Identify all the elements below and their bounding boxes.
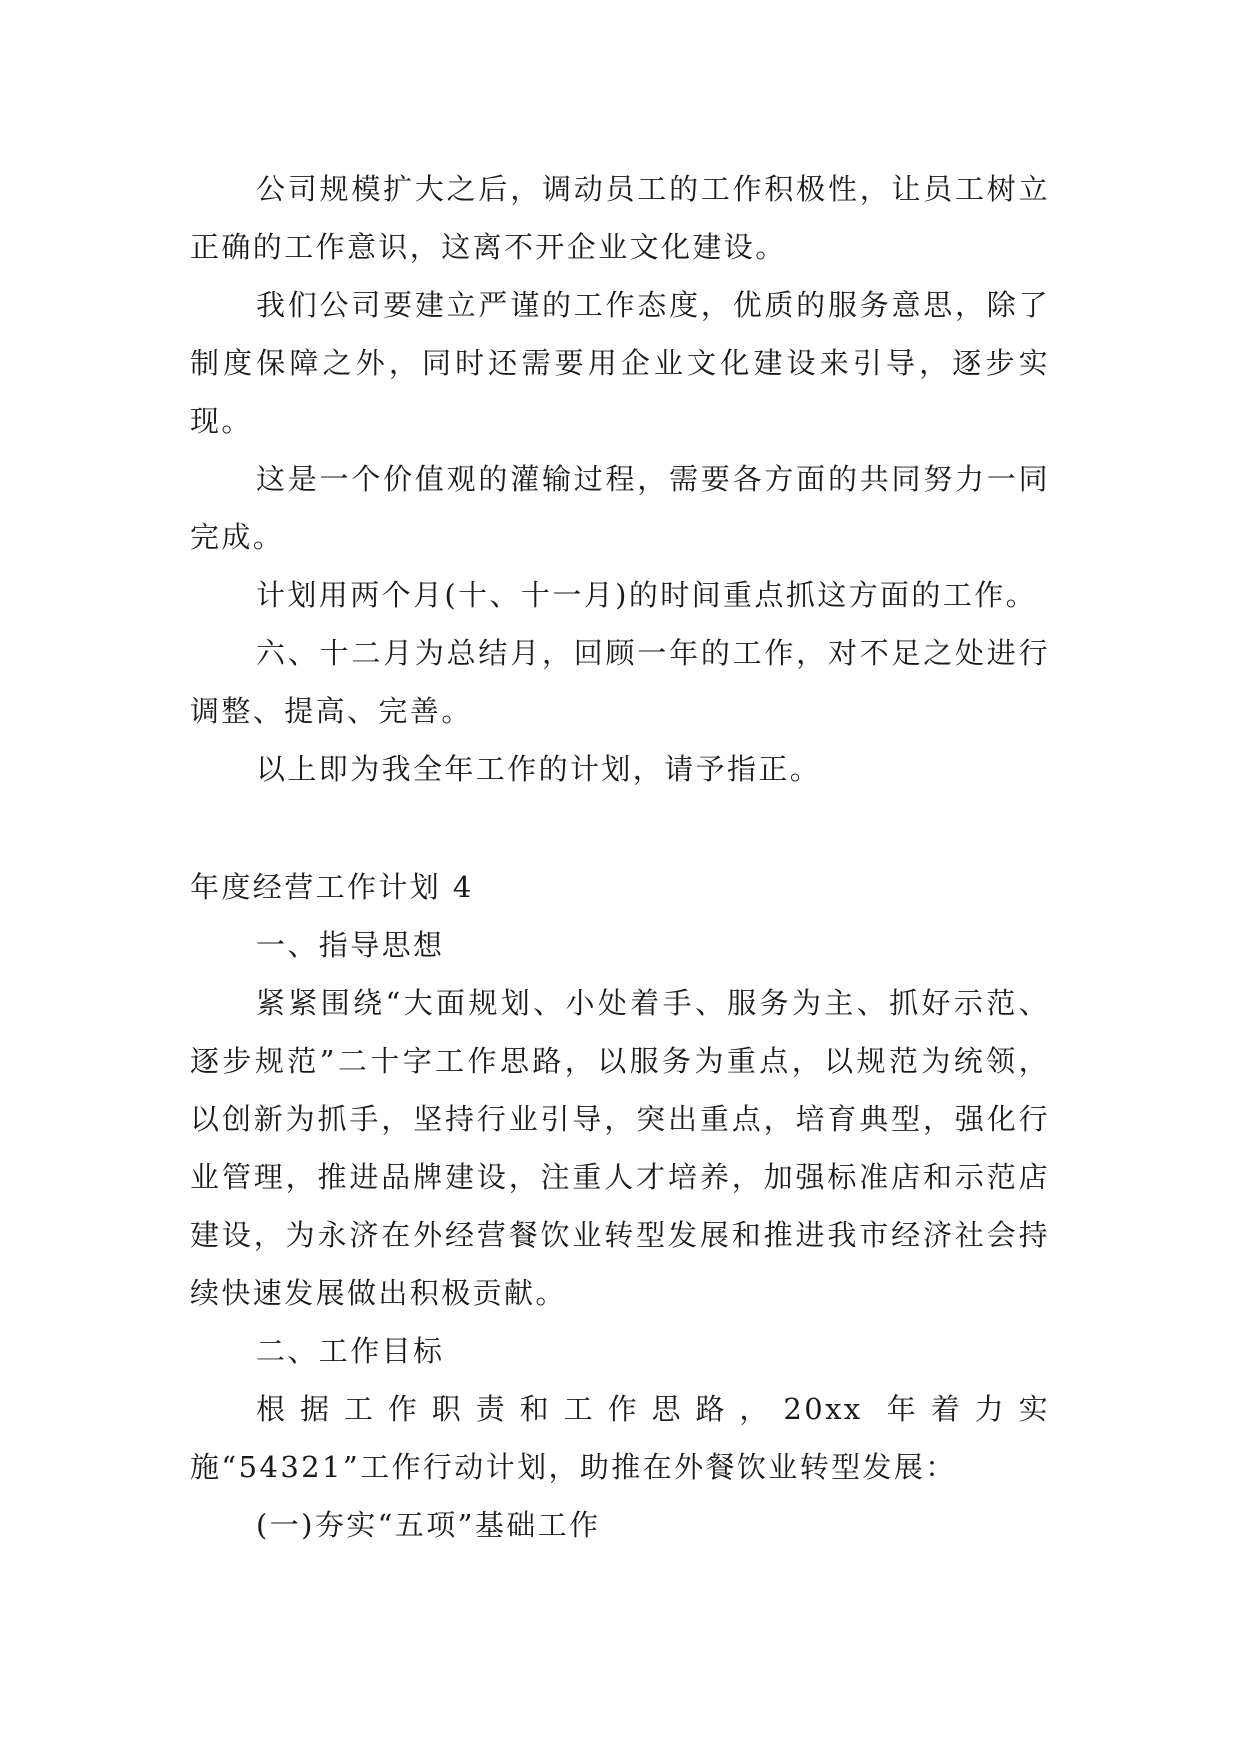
paragraph-values: 这是一个价值观的灌输过程，需要各方面的共同努力一同完成。 [190, 462, 1050, 554]
paragraph-two-month-plan: 计划用两个月(十、十一月)的时间重点抓这方面的工作。 [256, 578, 1038, 612]
paragraph-work-goals: 根据工作职责和工作思路，20xx 年着力实施“54321”工作行动计划，助推在外餐饮业转型发展： [190, 1392, 1050, 1484]
paragraph-december-summary: 六、十二月为总结月，回顾一年的工作，对不足之处进行调整、提高、完善。 [190, 636, 1050, 728]
paragraph-corporate-culture: 公司规模扩大之后，调动员工的工作积极性，让员工树立正确的工作意识，这离不开企业文化建设。 [190, 172, 1050, 264]
paragraph-work-attitude: 我们公司要建立严谨的工作态度，优质的服务意思，除了制度保障之外，同时还需要用企业文化建设来引导，逐步实现。 [190, 288, 1050, 438]
section-title: 年度经营工作计划 4 [190, 870, 474, 904]
heading-guiding-ideology: 一、指导思想 [256, 928, 445, 962]
paragraph-guiding-ideology: 紧紧围绕“大面规划、小处着手、服务为主、抓好示范、逐步规范”二十字工作思路，以服务为重点，以规范为统领，以创新为抓手，坚持行业引导，突出重点，培育典型，强化行业管理，推进品牌建设，注重人才培养，加强标准店和示范店建设，为永济在外经营餐饮业转型发展和推进我市经济社会持续快速发展做出积极贡献。 [190, 986, 1050, 1310]
paragraph-closing: 以上即为我全年工作的计划，请予指正。 [256, 752, 822, 786]
heading-work-goals: 二、工作目标 [256, 1334, 445, 1368]
document-body [190, 160, 1050, 1554]
subheading-five-foundations: (一)夯实“五项”基础工作 [256, 1508, 601, 1542]
